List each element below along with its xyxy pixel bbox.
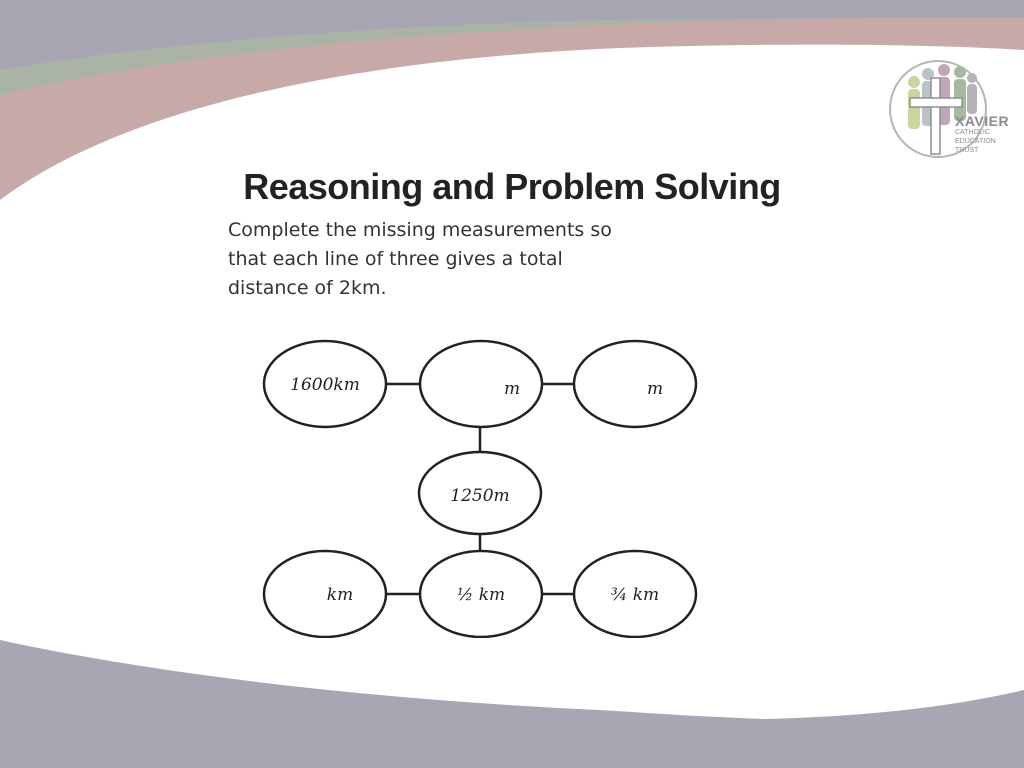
label-bottom-right: ¾ km — [610, 585, 660, 605]
label-bottom-left: km — [326, 585, 354, 605]
label-middle: 1250m — [450, 486, 510, 506]
instructions-line: distance of 2km. — [228, 277, 387, 299]
circle-top-middle — [420, 341, 542, 427]
label-top-middle: m — [503, 379, 521, 399]
xavier-logo — [888, 56, 1016, 168]
instructions-line: that each line of three gives a total — [228, 248, 563, 270]
instructions-line: Complete the missing measurements so — [228, 219, 612, 241]
distance-puzzle-diagram — [260, 338, 700, 638]
circle-bottom-left — [264, 551, 386, 637]
logo-text — [955, 114, 1009, 155]
instructions-text — [228, 216, 768, 303]
logo-name: XAVIER — [955, 113, 1010, 129]
label-bottom-middle: ½ km — [456, 585, 506, 605]
circle-top-right — [574, 341, 696, 427]
label-top-right: m — [646, 379, 664, 399]
logo-sub-line: TRUST — [955, 147, 979, 154]
logo-sub-line: CATHOLIC — [955, 129, 990, 136]
label-top-left: 1600km — [290, 375, 360, 395]
slide-title: Reasoning and Problem Solving — [243, 166, 781, 207]
logo-sub-line: EDUCATION — [955, 138, 996, 145]
